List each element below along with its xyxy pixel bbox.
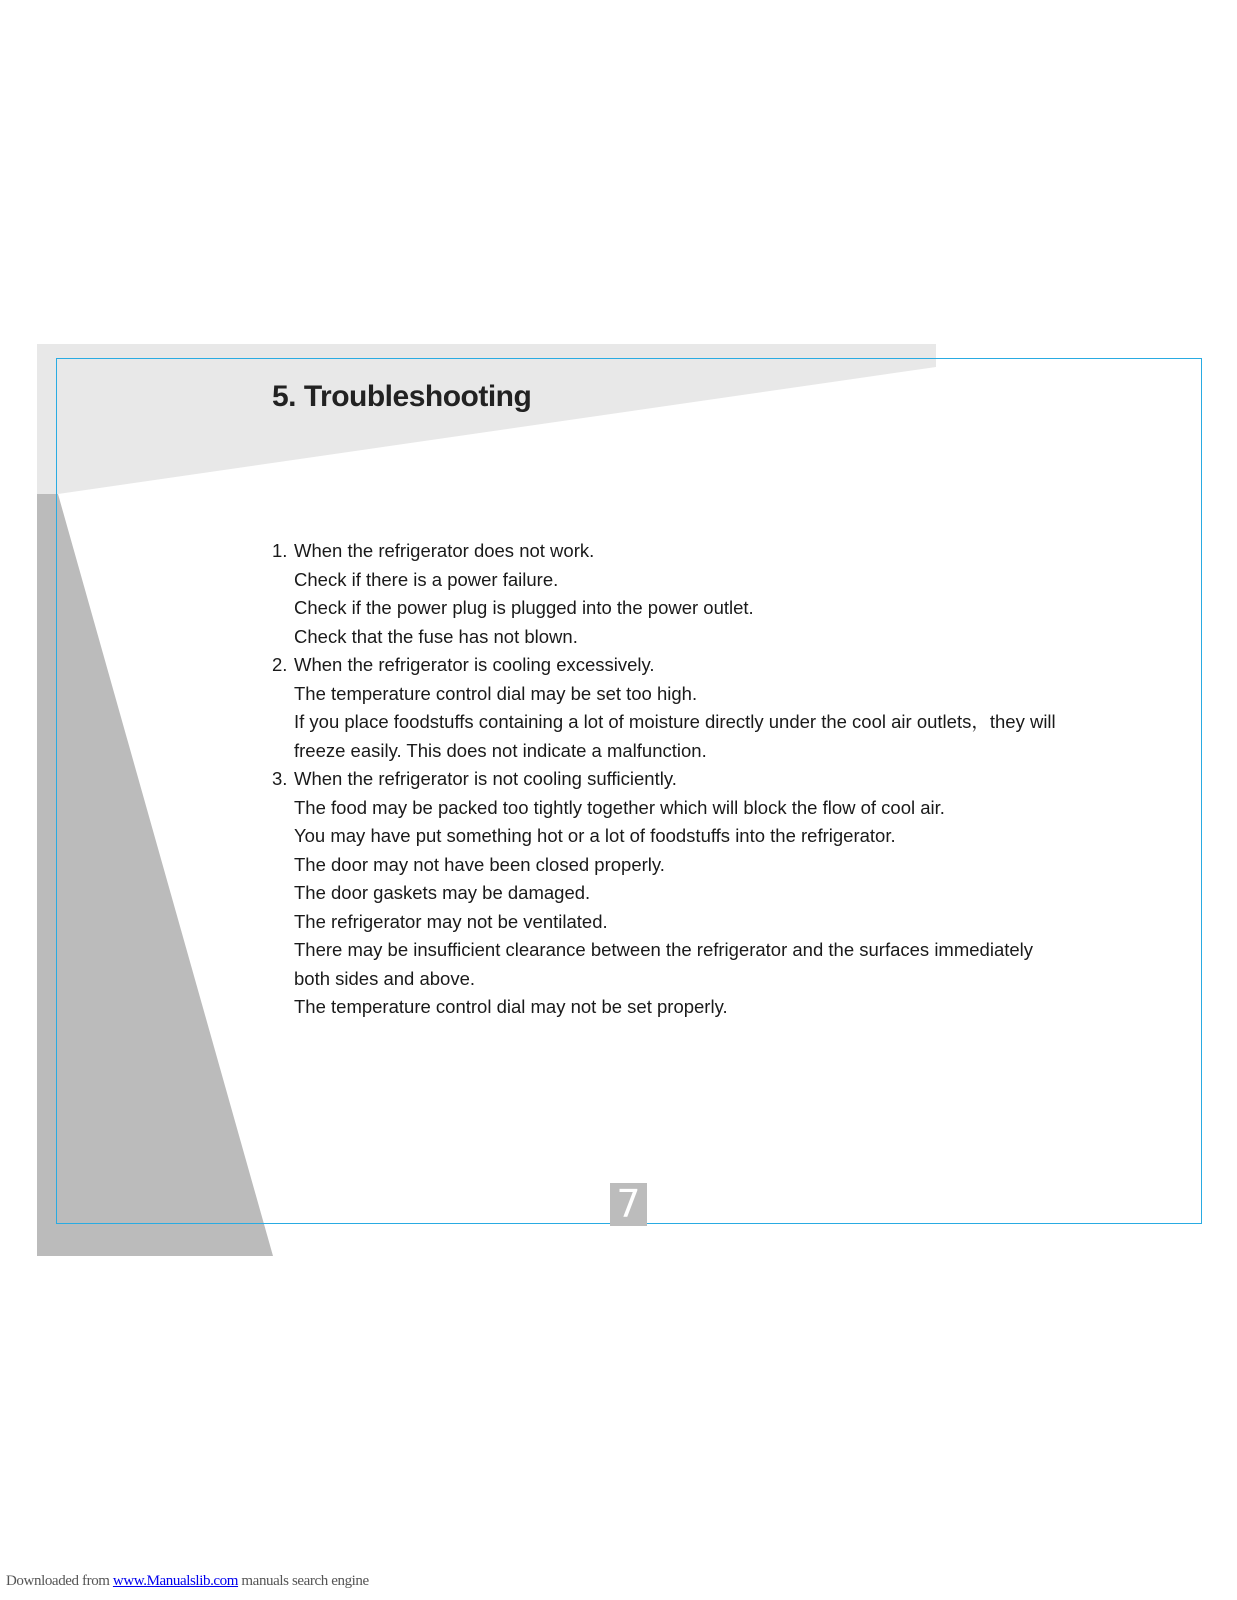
item-detail-line: If you place foodstuffs containing a lot of moisture directly under the cool air outlets，they will xyxy=(294,711,1056,732)
item-heading-row xyxy=(272,765,1122,794)
item-number: 2. xyxy=(272,654,288,675)
item-detail-line: There may be insufficient clearance between the refrigerator and the surfaces immediately xyxy=(294,939,1034,960)
item-detail-line: The door gaskets may be damaged. xyxy=(294,882,591,903)
item-heading-row xyxy=(272,651,1122,680)
item-heading: When the refrigerator does not work. xyxy=(294,540,595,561)
download-footer xyxy=(6,1573,369,1590)
item-detail-line: Check that the fuse has not blown. xyxy=(294,625,578,647)
item-number: 1. xyxy=(272,540,288,561)
troubleshooting-item xyxy=(272,537,1122,651)
troubleshooting-list xyxy=(272,537,1122,1022)
footer-prefix: Downloaded from xyxy=(6,1573,113,1589)
item-detail-line: The food may be packed too tightly together which will block the flow of cool air. xyxy=(294,796,945,818)
item-detail-line: The temperature control dial may not be set properly. xyxy=(294,996,728,1017)
item-detail-line: The door may not have been closed properly. xyxy=(294,853,665,875)
item-heading-row xyxy=(272,537,1122,566)
troubleshooting-item xyxy=(272,765,1122,1022)
page-title: 5. Troubleshooting xyxy=(272,380,532,413)
item-heading: When the refrigerator is not cooling sufficiently. xyxy=(294,768,677,789)
footer-suffix: manuals search engine xyxy=(238,1573,369,1589)
item-detail-line: The temperature control dial may be set too high. xyxy=(294,682,698,704)
manualslib-link[interactable]: www.Manualslib.com xyxy=(112,1573,239,1589)
item-heading: When the refrigerator is cooling excessively. xyxy=(294,654,655,675)
item-detail-line: both sides and above. xyxy=(294,967,476,989)
item-detail-line: The refrigerator may not be ventilated. xyxy=(294,910,608,932)
page-number: 7 xyxy=(610,1183,647,1226)
item-number: 3. xyxy=(272,768,288,789)
item-detail-line: You may have put something hot or a lot of foodstuffs into the refrigerator. xyxy=(294,825,896,846)
item-detail-line: Check if the power plug is plugged into the power outlet. xyxy=(294,597,754,618)
item-detail-line: freeze easily. This does not indicate a malfunction. xyxy=(294,739,707,761)
item-detail-line: Check if there is a power failure. xyxy=(294,568,559,590)
troubleshooting-item xyxy=(272,651,1122,765)
